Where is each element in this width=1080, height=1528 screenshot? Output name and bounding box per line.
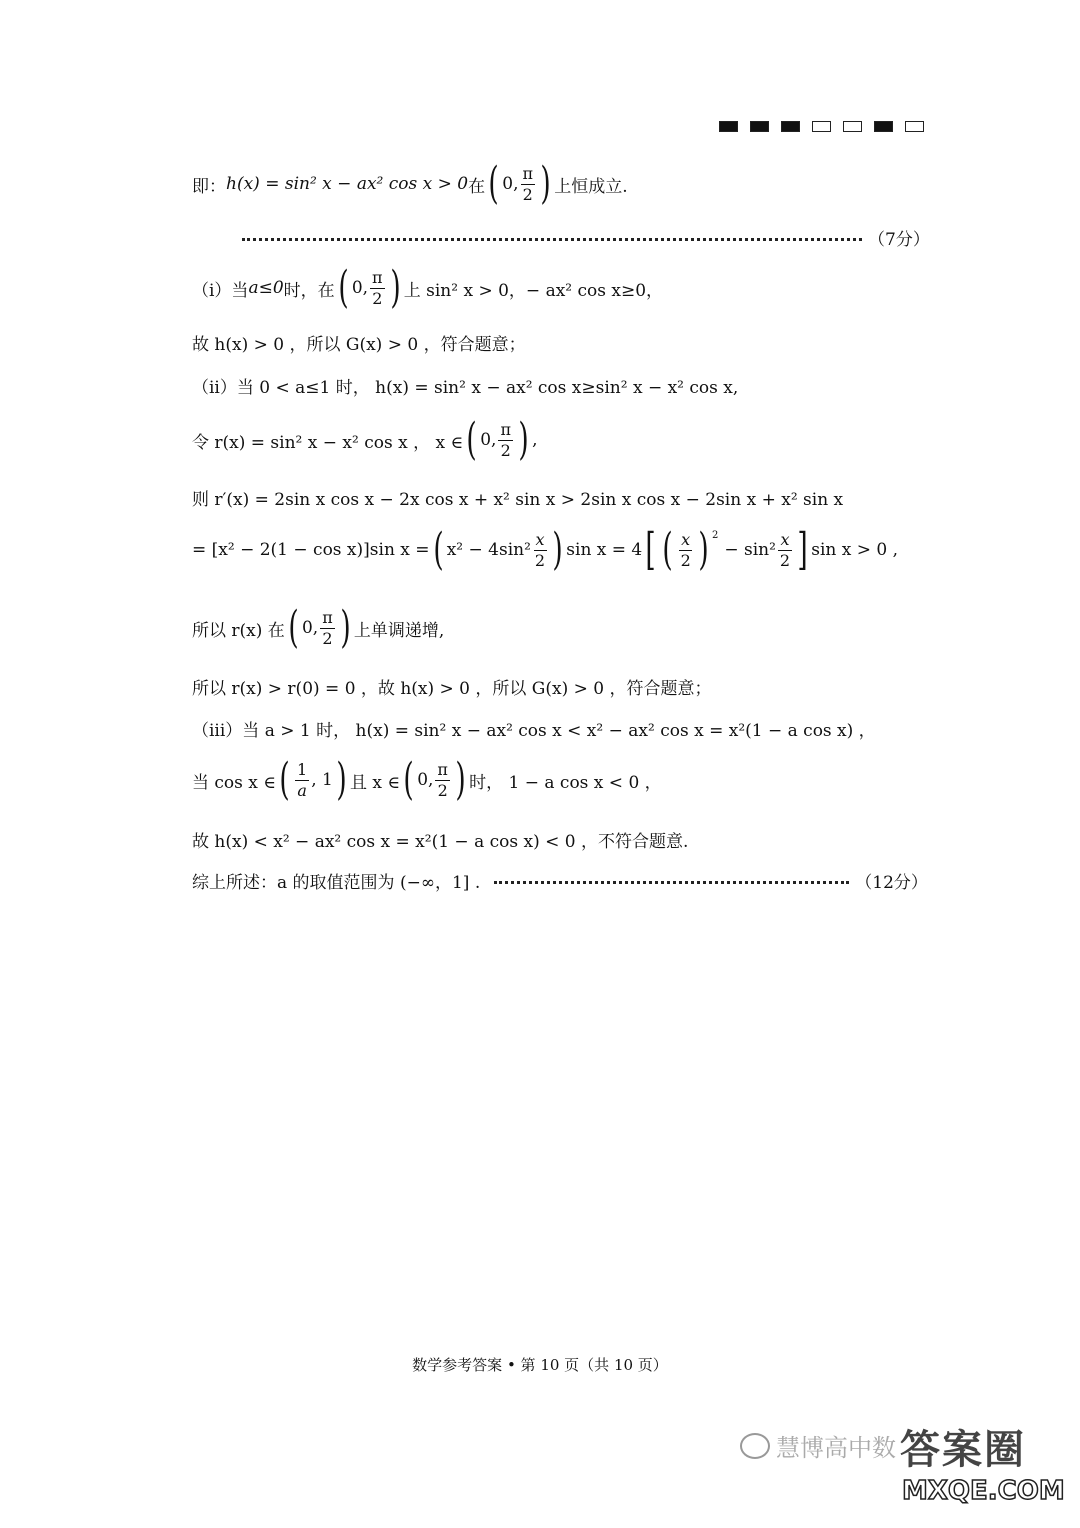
paren-left: (: [338, 262, 349, 313]
paren-left: (: [466, 414, 477, 465]
bracket-left: [: [645, 524, 656, 575]
math-expr: h(x) = sin² x − ax² cos x > 0: [226, 174, 469, 194]
paren-left: (: [432, 524, 444, 575]
watermark-text: 慧博高中数: [776, 1434, 896, 1462]
paren-left: (: [279, 754, 290, 805]
fraction: $\frac{\pi}{2}$: [372, 267, 383, 308]
dotted-leader: [242, 238, 862, 241]
line-12: [192, 827, 688, 852]
square-mark: [781, 121, 800, 132]
text: 故 h(x) > 0 ，所以 G(x) > 0 ，符合题意；: [192, 335, 526, 355]
square-mark: [812, 121, 831, 132]
fraction: $\frac{\pi}{2}$: [500, 419, 511, 460]
paren-left: (: [288, 602, 299, 653]
line-13: [192, 868, 928, 893]
square-mark: [843, 121, 862, 132]
text: 令 r(x) = sin² x − x² cos x ， x ∈: [192, 432, 464, 453]
paren-right: ): [336, 754, 347, 805]
line-6: [192, 485, 843, 510]
score-label: （12分）: [855, 873, 928, 893]
logo-url: MXQE.COM: [902, 1476, 1065, 1506]
text: 0,: [301, 618, 319, 638]
fraction: $\frac{1}{a}$: [297, 759, 308, 800]
text: sin x > 0 ,: [811, 540, 899, 560]
text: 0,: [351, 278, 369, 298]
fraction: $\frac{\pi}{2}$: [522, 163, 534, 204]
score-row-7: [242, 225, 930, 250]
text: , 1: [311, 770, 333, 790]
paren-right: ): [518, 414, 529, 465]
text: 且 x ∈: [350, 772, 401, 793]
logo-title: 答案圈: [900, 1427, 1026, 1473]
score-label: （7分）: [868, 230, 930, 250]
text: 当 cos x ∈: [192, 772, 276, 793]
text: 在: [468, 176, 486, 197]
line-7: = [x² − 2(1 − cos x)]sin x = ( x² − 4sin² $\frac{x}{2}$ ) sin x = 4 [ ( $\frac{x}{2}$ ) 2 − sin² $\frac{x}{2}$ ] sin x > 0 ,: [192, 524, 899, 575]
text: − sin²: [724, 540, 776, 560]
line-4: [192, 373, 738, 398]
line-3: [192, 330, 526, 355]
header-progress-squares: [719, 121, 924, 132]
text: 时， 1 − a cos x < 0 ，: [469, 772, 662, 793]
line-10: [192, 716, 876, 741]
line-11: [192, 754, 662, 805]
fraction: $\frac{x}{2}$: [534, 529, 546, 570]
text: 0,: [502, 174, 519, 194]
page-footer: 数学参考答案 • 第 10 页（共 10 页）: [412, 1356, 668, 1374]
text: = [x² − 2(1 − cos x)]sin x =: [192, 540, 430, 560]
text: 所以 r(x) 在: [192, 620, 285, 641]
text: ,: [532, 430, 538, 450]
watermark-logo: [900, 1418, 1075, 1518]
fraction: $\frac{x}{2}$: [680, 529, 691, 570]
text: 则 r′(x) = 2sin x cos x − 2x cos x + x² sin x > 2sin x cos x − 2sin x + x² sin x: [192, 490, 844, 510]
paren-right: ): [455, 754, 466, 805]
text: 时，在: [283, 280, 335, 301]
fraction: $\frac{\pi}{2}$: [437, 759, 448, 800]
line-9: [192, 674, 712, 699]
paren-left: (: [488, 158, 499, 209]
text: 故 h(x) < x² − ax² cos x = x²(1 − a cos x) < 0 ，不符合题意.: [192, 832, 689, 852]
fraction: $\frac{\pi}{2}$: [322, 607, 333, 648]
text: 0,: [480, 430, 497, 450]
square-mark: [905, 121, 924, 132]
text: （iii）当 a > 1 时， h(x) = sin² x − ax² cos x < x² − ax² cos x = x²(1 − a cos x) ，: [192, 721, 876, 741]
text: （i）当: [192, 280, 249, 301]
paren-right: ): [389, 262, 401, 313]
paren-left: (: [403, 754, 414, 805]
line-5: [192, 414, 538, 465]
text: 即：: [192, 176, 226, 197]
text: 综上所述：a 的取值范围为 (−∞，1] .: [192, 873, 481, 893]
text: sin x = 4: [566, 540, 643, 560]
line-1: [192, 158, 628, 209]
paren-right: ): [540, 158, 551, 209]
line-2: [192, 262, 664, 313]
paren-right: ): [698, 524, 709, 575]
square-mark: [750, 121, 769, 132]
text: （ii）当 0 < a≤1 时， h(x) = sin² x − ax² cos x≥sin² x − x² cos x,: [192, 378, 739, 398]
watermark: [740, 1428, 896, 1463]
math-expr: a≤0: [248, 278, 284, 298]
line-8: [192, 602, 445, 653]
text: x² − 4sin²: [446, 540, 531, 560]
paren-right: ): [552, 524, 563, 575]
bracket-right: ]: [797, 524, 808, 575]
square-mark: [719, 121, 738, 132]
text: 上单调递增,: [353, 620, 445, 641]
text: 上 sin² x > 0，− ax² cos x≥0，: [403, 280, 664, 301]
text: 上恒成立.: [554, 176, 628, 197]
paren-right: ): [340, 602, 351, 653]
text: 0,: [417, 770, 434, 790]
square-mark: [874, 121, 893, 132]
dotted-leader: [494, 881, 849, 884]
fraction: $\frac{x}{2}$: [779, 529, 791, 570]
wechat-icon: [740, 1433, 770, 1459]
paren-left: (: [662, 524, 674, 575]
text: 所以 r(x) > r(0) = 0 ，故 h(x) > 0 ，所以 G(x) > 0 ，符合题意；: [192, 679, 712, 699]
